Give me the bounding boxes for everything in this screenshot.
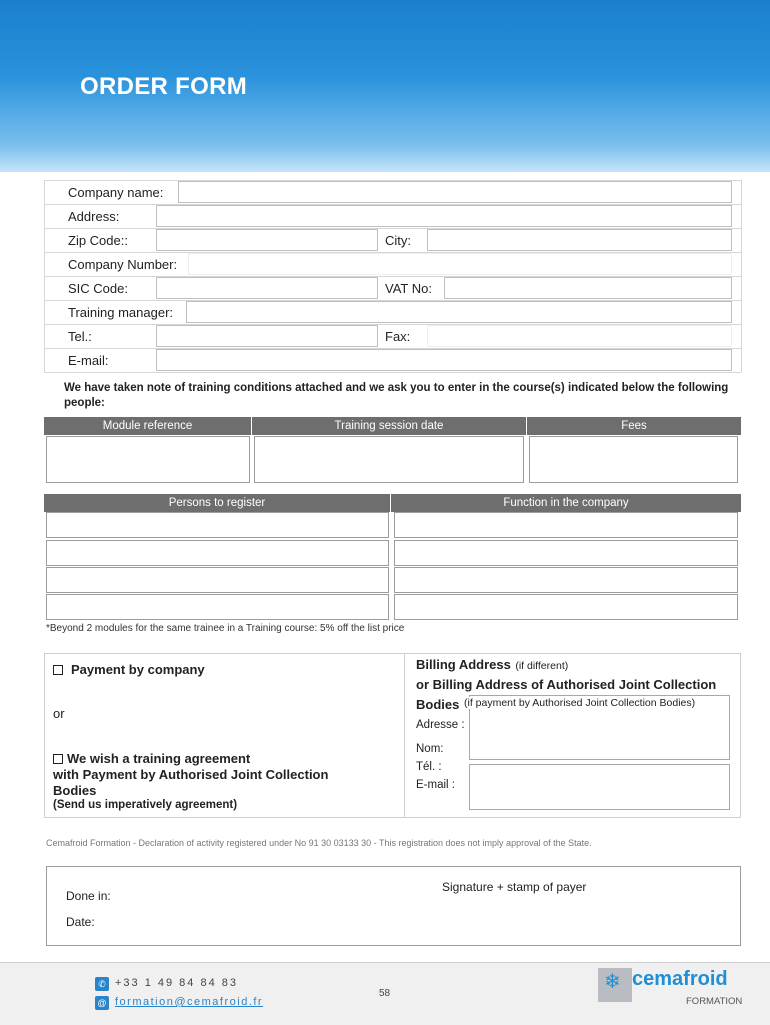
billing-line3-note: (if payment by Authorised Joint Collection Bodies) bbox=[464, 697, 696, 709]
persons-header: Persons to register bbox=[44, 494, 390, 512]
company-name-label: Company name: bbox=[68, 185, 164, 200]
address-field[interactable] bbox=[156, 205, 732, 227]
adresse-label: Adresse : bbox=[416, 719, 465, 731]
footer-email-link[interactable]: formation@cemafroid.fr bbox=[115, 996, 264, 1008]
training-agreement-checkbox[interactable] bbox=[53, 754, 63, 764]
module-reference-cell[interactable] bbox=[46, 436, 250, 483]
person-cell[interactable] bbox=[46, 567, 389, 593]
billing-if-different: (if different) bbox=[515, 660, 569, 672]
person-cell[interactable] bbox=[46, 512, 389, 538]
done-in-label: Done in: bbox=[66, 889, 111, 903]
logo-sub: FORMATION bbox=[686, 996, 743, 1007]
billing-line2: or Billing Address of Authorised Joint Collection bbox=[416, 677, 717, 692]
zip-code-label: Zip Code:: bbox=[68, 233, 128, 248]
form-border-left bbox=[44, 180, 45, 372]
tel-field[interactable] bbox=[156, 325, 378, 347]
training-agreement-option[interactable] bbox=[53, 751, 250, 766]
training-agreement-line1: We wish a training agreement bbox=[67, 751, 251, 766]
email-label: E-mail: bbox=[68, 353, 109, 368]
company-number-field[interactable] bbox=[188, 253, 732, 275]
billing-title: Billing Address bbox=[416, 657, 511, 672]
person-cell[interactable] bbox=[46, 540, 389, 566]
payment-by-company-option[interactable] bbox=[53, 662, 205, 677]
date-label: Date: bbox=[66, 915, 95, 929]
declaration-text: Cemafroid Formation - Declaration of activity registered under No 91 30 03133 30 - This registration does not imply approval of the State. bbox=[46, 838, 592, 848]
city-label: City: bbox=[385, 233, 411, 248]
payment-divider bbox=[404, 653, 405, 818]
signature-box[interactable] bbox=[46, 866, 741, 946]
intro-text: We have taken note of training conditions attached and we ask you to enter in the course(s) indicated below the following people: bbox=[64, 382, 729, 409]
function-header: Function in the company bbox=[391, 494, 741, 512]
discount-note: *Beyond 2 modules for the same trainee in a Training course: 5% off the list price bbox=[46, 623, 405, 634]
form-divider bbox=[44, 372, 741, 373]
company-name-field[interactable] bbox=[178, 181, 732, 203]
person-cell[interactable] bbox=[46, 594, 389, 620]
billing-title-row bbox=[416, 656, 568, 674]
sic-code-label: SIC Code: bbox=[68, 281, 128, 296]
nom-label: Nom: bbox=[416, 743, 444, 755]
page-number: 58 bbox=[379, 988, 391, 999]
city-field[interactable] bbox=[427, 229, 732, 251]
tel-label: Tel.: bbox=[68, 329, 92, 344]
agreement-note: (Send us imperatively agreement) bbox=[53, 799, 238, 811]
function-cell[interactable] bbox=[394, 540, 738, 566]
address-label: Address: bbox=[68, 209, 120, 224]
or-label: or bbox=[53, 706, 65, 721]
vat-no-label: VAT No: bbox=[385, 281, 432, 296]
fax-label: Fax: bbox=[385, 329, 411, 344]
billing-line3: Bodies bbox=[416, 697, 460, 712]
payment-by-company-checkbox[interactable] bbox=[53, 665, 63, 675]
training-manager-label: Training manager: bbox=[68, 305, 174, 320]
company-number-label: Company Number: bbox=[68, 257, 178, 272]
function-cell[interactable] bbox=[394, 567, 738, 593]
billing-tel-label: Tél. : bbox=[416, 761, 442, 773]
payment-by-company-label: Payment by company bbox=[71, 662, 205, 677]
email-icon: @ bbox=[95, 996, 109, 1010]
footer-phone: +33 1 49 84 84 83 bbox=[115, 977, 238, 989]
billing-line3-row bbox=[416, 696, 459, 714]
function-cell[interactable] bbox=[394, 512, 738, 538]
training-agreement-line3: Bodies bbox=[53, 783, 97, 798]
training-manager-field[interactable] bbox=[186, 301, 732, 323]
training-agreement-line2: with Payment by Authorised Joint Collection bbox=[53, 767, 329, 782]
billing-email-label: E-mail : bbox=[416, 779, 455, 791]
training-session-date-header: Training session date bbox=[252, 417, 526, 435]
logo-name: cemafroid bbox=[632, 968, 728, 990]
function-cell[interactable] bbox=[394, 594, 738, 620]
zip-code-field[interactable] bbox=[156, 229, 378, 251]
email-field[interactable] bbox=[156, 349, 732, 371]
vat-no-field[interactable] bbox=[444, 277, 732, 299]
billing-contact-box[interactable] bbox=[469, 764, 730, 810]
snowflake-icon: ❄ bbox=[604, 971, 621, 993]
sic-code-field[interactable] bbox=[156, 277, 378, 299]
module-reference-header: Module reference bbox=[44, 417, 251, 435]
fax-field[interactable] bbox=[427, 325, 732, 347]
signature-stamp-label: Signature + stamp of payer bbox=[442, 880, 587, 894]
page-title: ORDER FORM bbox=[80, 73, 247, 100]
form-border-right bbox=[741, 180, 742, 372]
fees-header: Fees bbox=[527, 417, 741, 435]
fees-cell[interactable] bbox=[529, 436, 738, 483]
phone-icon: ✆ bbox=[95, 977, 109, 991]
training-session-date-cell[interactable] bbox=[254, 436, 524, 483]
